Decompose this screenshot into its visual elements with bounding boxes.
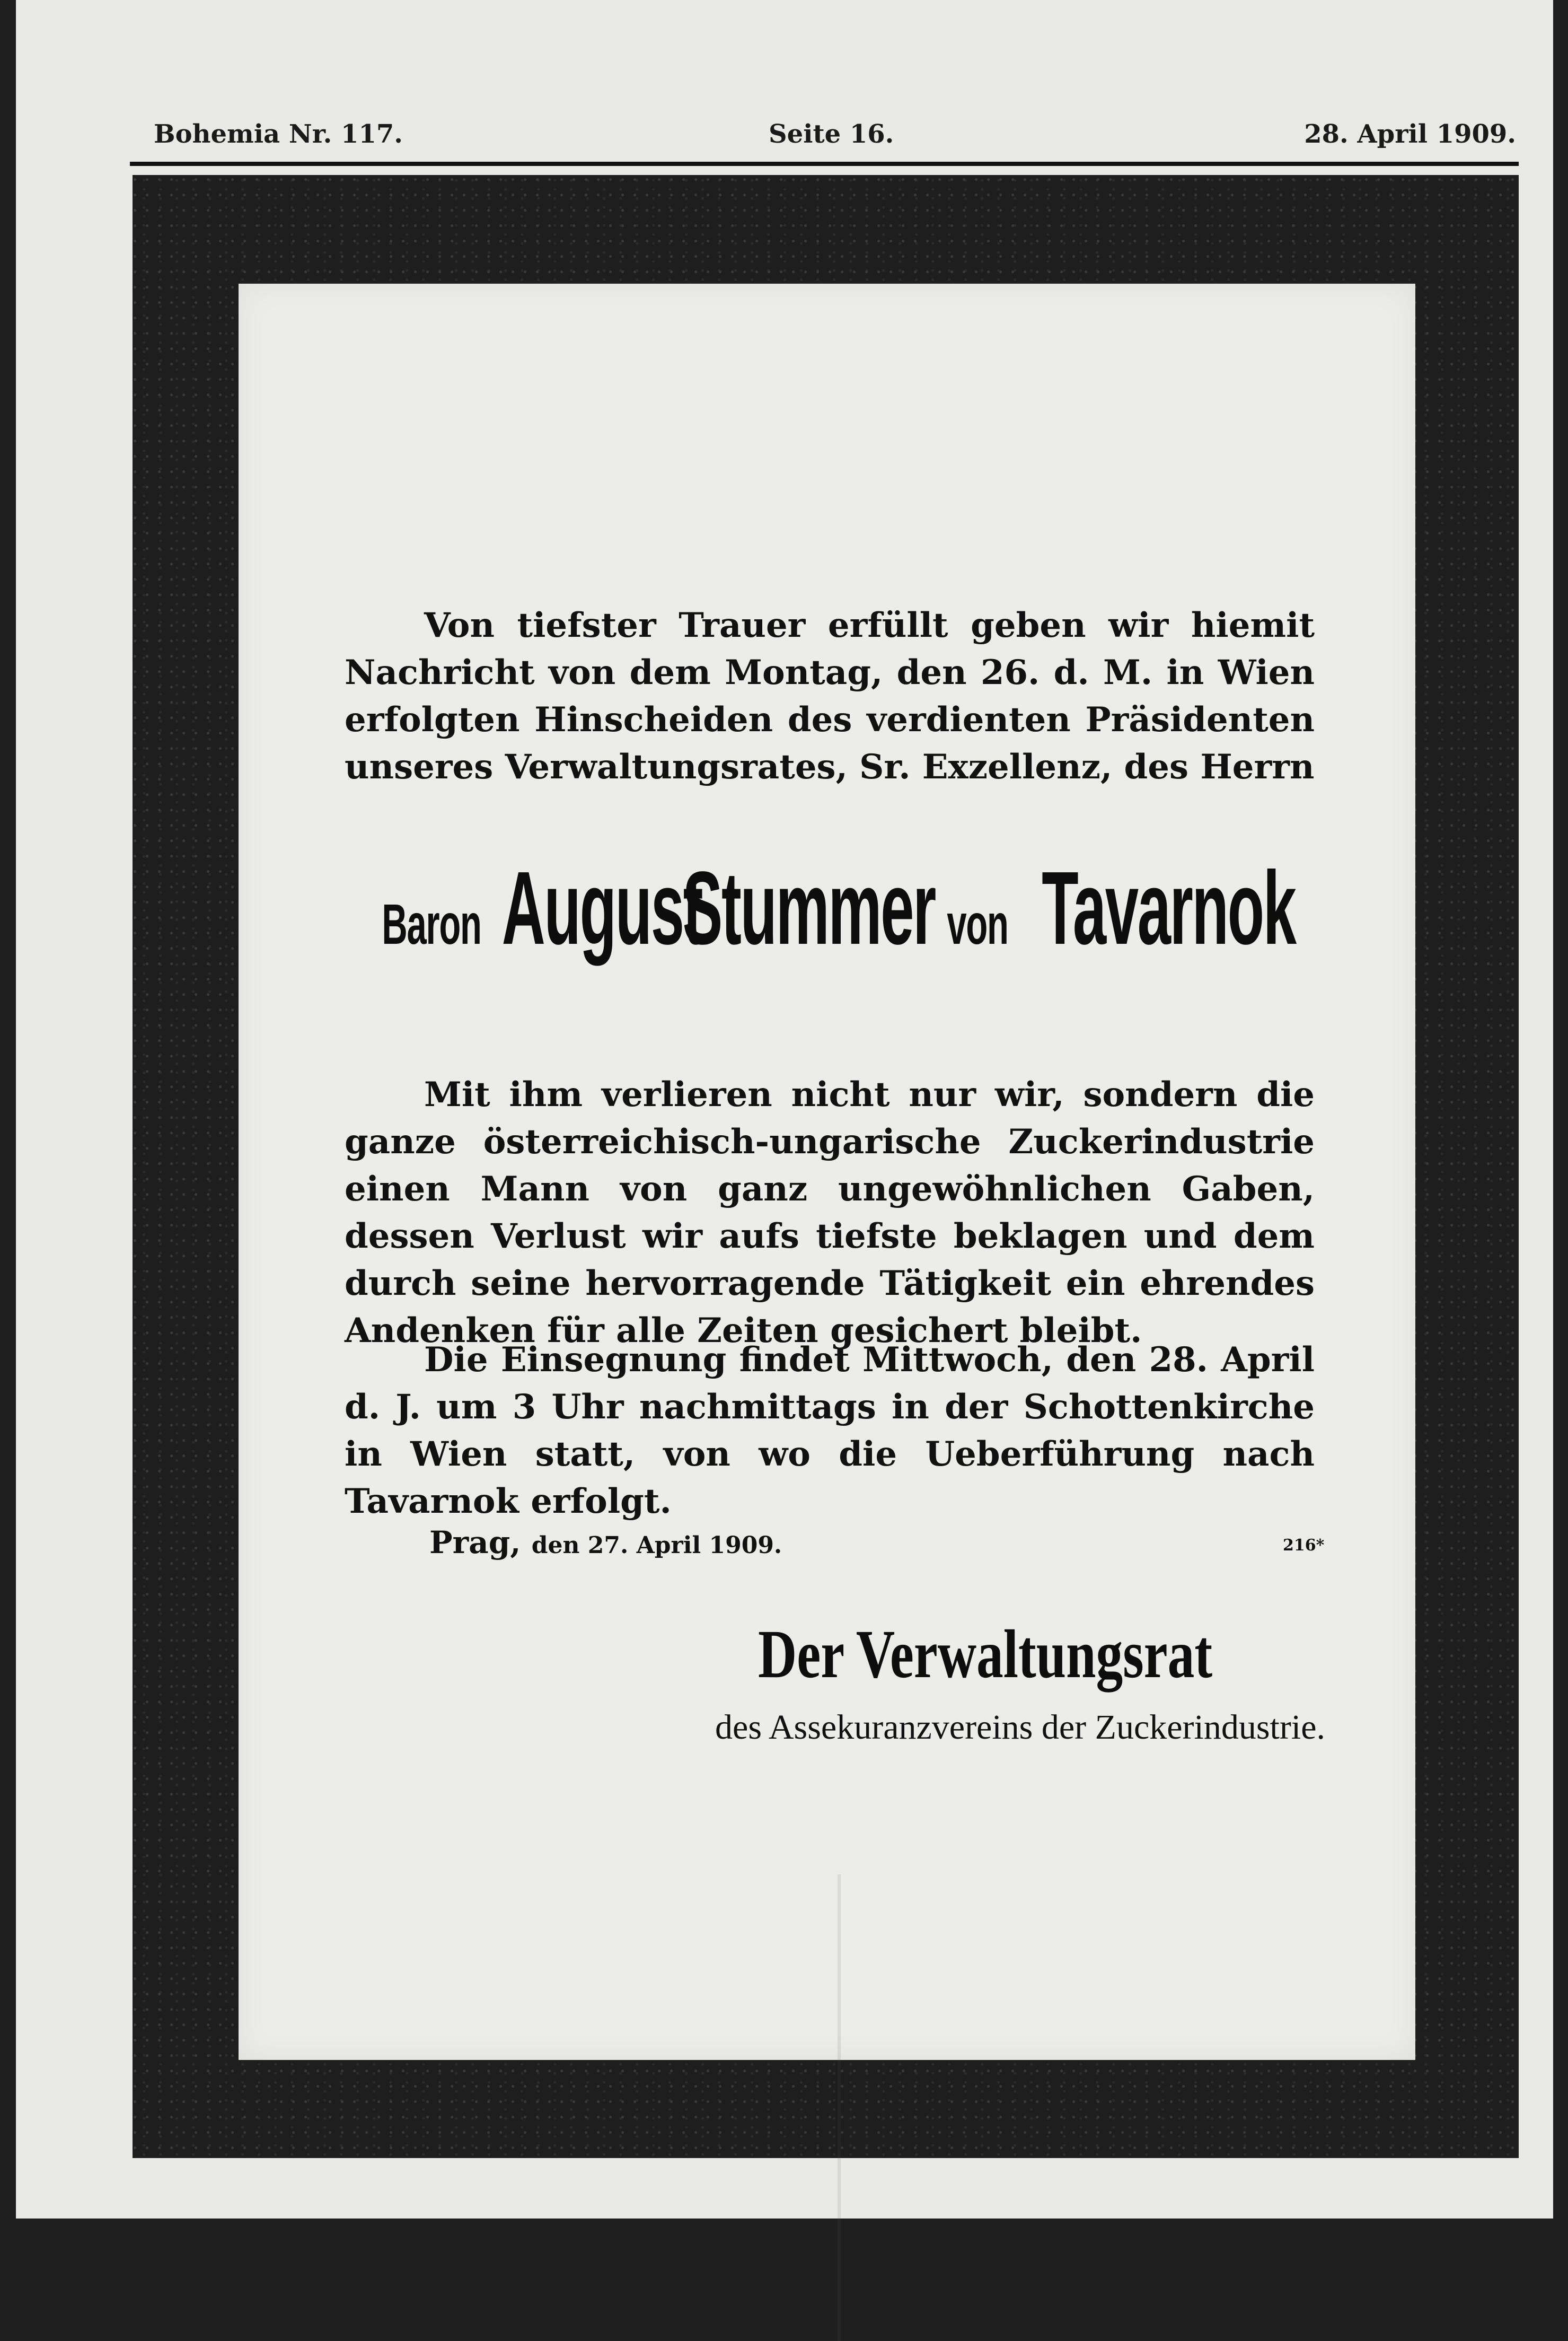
- page-fold: [838, 1874, 841, 2341]
- signature-title: Der Verwaltungsrat: [758, 1616, 1213, 1693]
- header-publication: Bohemia Nr. 117.: [154, 119, 403, 149]
- name-first: August: [501, 850, 702, 966]
- signature-organization: des Assekuranzvereins der Zuckerindustrie.: [715, 1708, 1325, 1747]
- name-place: Tavarnok: [1041, 850, 1296, 966]
- name-particle: von: [947, 892, 1008, 956]
- notice-paragraph-funeral: Die Einsegnung findet Mittwoch, den 28. April d. J. um 3 Uhr nachmittags in der Schottenkirche in Wien statt, von wo die Ueberführung nach Tavarnok erfolgt.: [345, 1340, 1315, 1521]
- notice-paragraph-tribute: Mit ihm verlieren nicht nur wir, sondern die ganze österreichisch-ungarische Zuckerindustrie einen Mann von ganz ungewöhnlichen Gaben, dessen Verlust wir aufs tiefste beklagen und dem durch seine hervorragende Tätigkeit ein ehrendes Andenken für alle Zeiten gesichert bleibt.: [345, 1075, 1315, 1351]
- header-rule: [130, 162, 1519, 166]
- death-notice: [239, 284, 1415, 2060]
- notice-paragraph-announcement: Von tiefster Trauer erfüllt geben wir hiemit Nachricht von dem Montag, den 26. d. M. in Wien erfolgten Hinscheiden des verdienten Präsidenten unseres Verwaltungsrates, Sr. Exzellenz, des Herrn: [345, 606, 1315, 787]
- newspaper-page: [16, 0, 1553, 2219]
- header-date: 28. April 1909.: [1304, 119, 1516, 149]
- reference-code: 216*: [1283, 1536, 1325, 1555]
- place: Prag,: [429, 1524, 521, 1560]
- deceased-name: [334, 850, 1325, 966]
- header-page-number: Seite 16.: [769, 119, 894, 149]
- page-header: [133, 119, 1516, 156]
- date: den 27. April 1909.: [531, 1532, 782, 1559]
- name-last: Stummer: [682, 850, 936, 966]
- name-title: Baron: [382, 892, 481, 956]
- place-and-date: [429, 1524, 782, 1560]
